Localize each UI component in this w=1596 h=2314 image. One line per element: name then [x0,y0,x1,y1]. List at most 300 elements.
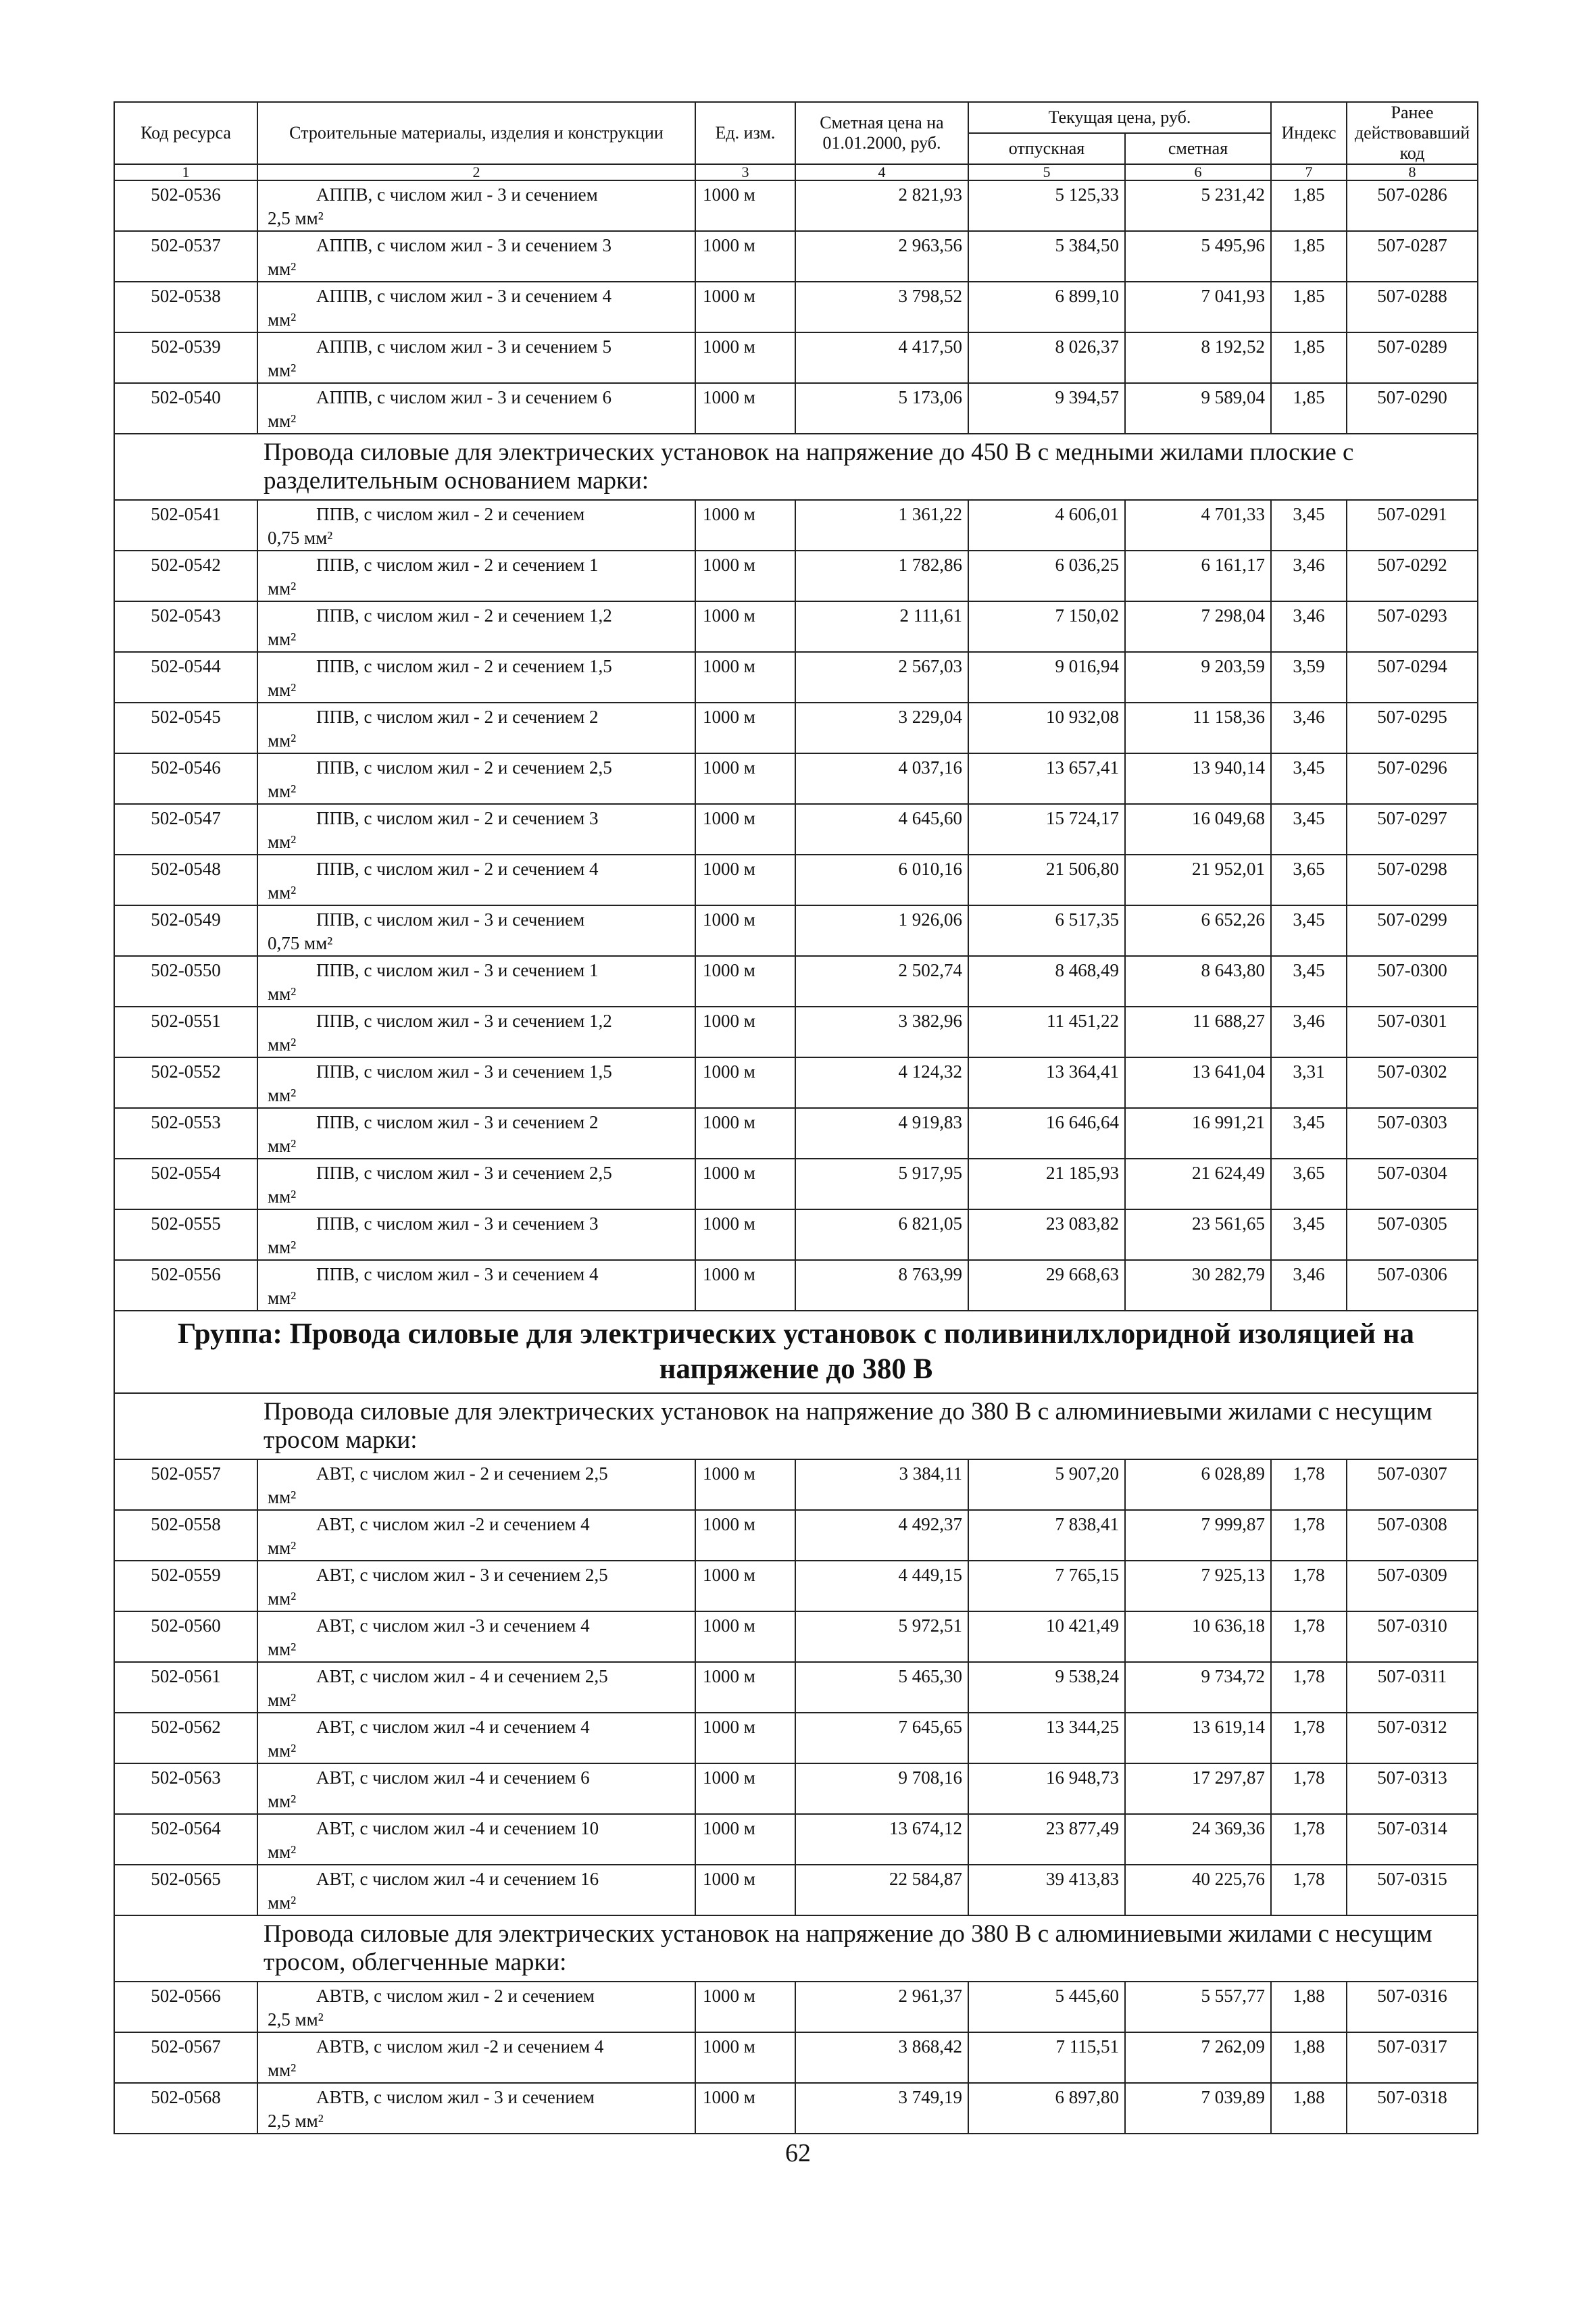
estimate-price: 5 231,42 [1125,180,1271,231]
unit-of-measure: 1000 м [695,332,795,383]
resource-code: 502-0541 [114,500,257,551]
estimate-price: 5 495,96 [1125,231,1271,282]
previous-code: 507-0311 [1347,1662,1478,1713]
resource-code: 502-0546 [114,753,257,804]
resource-code: 502-0556 [114,1260,257,1311]
price-index: 1,78 [1271,1713,1347,1763]
previous-code: 507-0306 [1347,1260,1478,1311]
price-index: 1,85 [1271,332,1347,383]
price-index: 3,46 [1271,551,1347,601]
base-price: 4 037,16 [795,753,968,804]
price-index: 3,45 [1271,956,1347,1007]
unit-of-measure: 1000 м [695,652,795,703]
material-name-line: АВТ, с числом жил -4 и сечением 10 [316,1818,599,1838]
price-index: 1,85 [1271,180,1347,231]
table-row [114,1007,1478,1057]
base-price: 4 492,37 [795,1510,968,1561]
material-name-continuation: мм² [268,1085,297,1105]
subheading-row [114,434,1478,500]
base-price: 6 010,16 [795,855,968,905]
release-price: 7 115,51 [968,2032,1125,2083]
table-row [114,855,1478,905]
previous-code: 507-0315 [1347,1865,1478,1915]
material-name [257,1510,695,1561]
estimate-price: 8 192,52 [1125,332,1271,383]
previous-code: 507-0292 [1347,551,1478,601]
base-price: 5 917,95 [795,1159,968,1209]
previous-code: 507-0300 [1347,956,1478,1007]
base-price: 4 417,50 [795,332,968,383]
resource-code: 502-0557 [114,1459,257,1510]
unit-of-measure: 1000 м [695,1713,795,1763]
material-name-continuation: мм² [268,1842,297,1862]
table-row [114,180,1478,231]
material-name-line: ППВ, с числом жил - 3 и сечением 1 [316,960,599,980]
previous-code: 507-0318 [1347,2083,1478,2134]
table-row [114,753,1478,804]
base-price: 9 708,16 [795,1763,968,1814]
resource-code: 502-0563 [114,1763,257,1814]
material-name-continuation: мм² [268,1892,297,1913]
unit-of-measure: 1000 м [695,703,795,753]
release-price: 9 538,24 [968,1662,1125,1713]
price-index: 3,45 [1271,500,1347,551]
material-name-continuation: мм² [268,309,297,330]
estimate-price: 7 925,13 [1125,1561,1271,1611]
material-name-line: ППВ, с числом жил - 2 и сечением 1,5 [316,656,612,676]
base-price: 5 173,06 [795,383,968,434]
unit-of-measure: 1000 м [695,1057,795,1108]
material-name [257,1057,695,1108]
material-name-continuation: мм² [268,1639,297,1659]
material-name-line: ППВ, с числом жил - 3 и сечением [316,909,585,930]
previous-code: 507-0314 [1347,1814,1478,1865]
release-price: 13 657,41 [968,753,1125,804]
unit-of-measure: 1000 м [695,1007,795,1057]
price-index: 3,45 [1271,1209,1347,1260]
resource-code: 502-0550 [114,956,257,1007]
material-name-line: АВТ, с числом жил -2 и сечением 4 [316,1514,590,1534]
group-heading: Группа: Провода силовые для электрических установок с поливинилхлоридной изоляцией на напряжение до 380 В [114,1311,1478,1393]
material-name [257,180,695,231]
material-name [257,282,695,332]
previous-code: 507-0295 [1347,703,1478,753]
material-name [257,1763,695,1814]
estimate-price: 11 688,27 [1125,1007,1271,1057]
release-price: 9 394,57 [968,383,1125,434]
material-name [257,332,695,383]
previous-code: 507-0313 [1347,1763,1478,1814]
resource-code: 502-0552 [114,1057,257,1108]
unit-of-measure: 1000 м [695,2032,795,2083]
material-name-line: АВТ, с числом жил - 3 и сечением 2,5 [316,1565,608,1585]
price-index: 3,45 [1271,804,1347,855]
unit-of-measure: 1000 м [695,2083,795,2134]
material-name [257,231,695,282]
material-name-continuation: 2,5 мм² [268,2009,324,2030]
unit-of-measure: 1000 м [695,905,795,956]
price-index: 1,88 [1271,2032,1347,2083]
release-price: 10 421,49 [968,1611,1125,1662]
previous-code: 507-0289 [1347,332,1478,383]
table-row [114,1459,1478,1510]
resource-code: 502-0549 [114,905,257,956]
section-subheading: Провода силовые для электрических установок на напряжение до 380 В с алюминиевыми жилами с несущим тросом марки: [114,1393,1478,1459]
col-header-current-price: Текущая цена, руб. [968,102,1271,133]
base-price: 2 961,37 [795,1982,968,2032]
resource-code: 502-0544 [114,652,257,703]
unit-of-measure: 1000 м [695,753,795,804]
material-name [257,804,695,855]
previous-code: 507-0317 [1347,2032,1478,2083]
estimate-price: 11 158,36 [1125,703,1271,753]
material-name [257,1982,695,2032]
estimate-price: 9 589,04 [1125,383,1271,434]
price-index: 3,45 [1271,753,1347,804]
material-name-line: АВТ, с числом жил -3 и сечением 4 [316,1615,590,1636]
base-price: 1 361,22 [795,500,968,551]
table-row [114,1982,1478,2032]
price-index: 3,46 [1271,703,1347,753]
table-row [114,1510,1478,1561]
header-row-top [114,102,1478,133]
unit-of-measure: 1000 м [695,1510,795,1561]
release-price: 4 606,01 [968,500,1125,551]
material-name [257,905,695,956]
table-row [114,1713,1478,1763]
previous-code: 507-0299 [1347,905,1478,956]
resource-code: 502-0566 [114,1982,257,2032]
material-name-line: ППВ, с числом жил - 2 и сечением 2 [316,707,599,727]
release-price: 8 026,37 [968,332,1125,383]
release-price: 16 948,73 [968,1763,1125,1814]
table-row [114,652,1478,703]
previous-code: 507-0293 [1347,601,1478,652]
previous-code: 507-0309 [1347,1561,1478,1611]
material-name-continuation: мм² [268,882,297,903]
material-name-line: АВТ, с числом жил - 2 и сечением 2,5 [316,1463,608,1484]
material-name-line: АВТ, с числом жил -4 и сечением 6 [316,1767,590,1788]
release-price: 23 877,49 [968,1814,1125,1865]
release-price: 5 907,20 [968,1459,1125,1510]
material-name-line: АППВ, с числом жил - 3 и сечением 6 [316,387,612,407]
subheading-row [114,1915,1478,1982]
column-number: 8 [1347,164,1478,180]
material-name-line: АППВ, с числом жил - 3 и сечением [316,184,598,205]
table-row [114,601,1478,652]
previous-code: 507-0288 [1347,282,1478,332]
previous-code: 507-0290 [1347,383,1478,434]
material-name [257,1662,695,1713]
release-price: 6 036,25 [968,551,1125,601]
material-name-line: ППВ, с числом жил - 3 и сечением 1,2 [316,1011,612,1031]
material-name-continuation: мм² [268,1186,297,1207]
price-index: 1,78 [1271,1763,1347,1814]
material-name [257,551,695,601]
previous-code: 507-0301 [1347,1007,1478,1057]
material-name-line: ППВ, с числом жил - 3 и сечением 1,5 [316,1061,612,1082]
material-name-line: ППВ, с числом жил - 2 и сечением 1 [316,555,599,575]
unit-of-measure: 1000 м [695,804,795,855]
table-row [114,956,1478,1007]
unit-of-measure: 1000 м [695,1209,795,1260]
material-name-continuation: мм² [268,578,297,599]
material-name-continuation: мм² [268,1288,297,1308]
material-name [257,2032,695,2083]
material-name [257,703,695,753]
resource-code: 502-0536 [114,180,257,231]
base-price: 8 763,99 [795,1260,968,1311]
material-name [257,1159,695,1209]
table-row [114,1662,1478,1713]
estimate-price: 23 561,65 [1125,1209,1271,1260]
material-name-continuation: мм² [268,1034,297,1055]
price-index: 1,85 [1271,231,1347,282]
base-price: 2 963,56 [795,231,968,282]
price-index: 3,46 [1271,1007,1347,1057]
unit-of-measure: 1000 м [695,500,795,551]
unit-of-measure: 1000 м [695,1814,795,1865]
previous-code: 507-0302 [1347,1057,1478,1108]
price-table [114,101,1478,2134]
estimate-price: 9 203,59 [1125,652,1271,703]
price-index: 1,78 [1271,1814,1347,1865]
material-name [257,1459,695,1510]
table-row [114,1260,1478,1311]
section-subheading: Провода силовые для электрических установок на напряжение до 380 В с алюминиевыми жилами с несущим тросом, облегченные марки: [114,1915,1478,1982]
base-price: 2 567,03 [795,652,968,703]
unit-of-measure: 1000 м [695,1159,795,1209]
base-price: 3 749,19 [795,2083,968,2134]
resource-code: 502-0542 [114,551,257,601]
material-name-line: ППВ, с числом жил - 3 и сечением 2,5 [316,1163,612,1183]
material-name-continuation: 0,75 мм² [268,528,333,548]
material-name-continuation: мм² [268,984,297,1004]
col-header-estimate-price: сметная [1125,133,1271,164]
table-row [114,1561,1478,1611]
material-name [257,2083,695,2134]
unit-of-measure: 1000 м [695,1662,795,1713]
table-row [114,231,1478,282]
table-body [114,180,1478,2134]
resource-code: 502-0553 [114,1108,257,1159]
material-name-continuation: мм² [268,781,297,801]
release-price: 23 083,82 [968,1209,1125,1260]
estimate-price: 7 039,89 [1125,2083,1271,2134]
estimate-price: 6 161,17 [1125,551,1271,601]
unit-of-measure: 1000 м [695,956,795,1007]
unit-of-measure: 1000 м [695,1982,795,2032]
base-price: 1 926,06 [795,905,968,956]
release-price: 13 344,25 [968,1713,1125,1763]
material-name-continuation: мм² [268,1487,297,1507]
estimate-price: 6 028,89 [1125,1459,1271,1510]
material-name [257,1108,695,1159]
material-name-line: АВТВ, с числом жил - 2 и сечением [316,1986,595,2006]
estimate-price: 7 041,93 [1125,282,1271,332]
price-table-sheet [114,101,1477,2134]
material-name-continuation: мм² [268,629,297,649]
estimate-price: 7 999,87 [1125,1510,1271,1561]
previous-code: 507-0305 [1347,1209,1478,1260]
column-number: 5 [968,164,1125,180]
material-name-continuation: мм² [268,1588,297,1609]
previous-code: 507-0316 [1347,1982,1478,2032]
release-price: 8 468,49 [968,956,1125,1007]
previous-code: 507-0291 [1347,500,1478,551]
material-name-continuation: мм² [268,360,297,380]
resource-code: 502-0561 [114,1662,257,1713]
material-name [257,1814,695,1865]
material-name-line: АВТВ, с числом жил - 3 и сечением [316,2087,595,2107]
column-number: 3 [695,164,795,180]
base-price: 2 821,93 [795,180,968,231]
price-index: 1,88 [1271,2083,1347,2134]
column-number: 4 [795,164,968,180]
price-index: 3,65 [1271,855,1347,905]
table-row [114,1814,1478,1865]
base-price: 4 449,15 [795,1561,968,1611]
resource-code: 502-0540 [114,383,257,434]
previous-code: 507-0287 [1347,231,1478,282]
release-price: 11 451,22 [968,1007,1125,1057]
col-header-unit: Ед. изм. [695,102,795,164]
previous-code: 507-0307 [1347,1459,1478,1510]
material-name-line: ППВ, с числом жил - 2 и сечением 3 [316,808,599,828]
resource-code: 502-0568 [114,2083,257,2134]
material-name-continuation: мм² [268,1538,297,1558]
material-name-continuation: мм² [268,1791,297,1811]
table-row [114,1611,1478,1662]
resource-code: 502-0537 [114,231,257,282]
price-index: 1,78 [1271,1865,1347,1915]
price-index: 1,78 [1271,1611,1347,1662]
estimate-price: 13 641,04 [1125,1057,1271,1108]
price-index: 1,78 [1271,1662,1347,1713]
col-header-base-price: Сметная цена на 01.01.2000, руб. [795,102,968,164]
table-row [114,551,1478,601]
price-index: 3,45 [1271,905,1347,956]
price-index: 1,78 [1271,1561,1347,1611]
material-name-continuation: 2,5 мм² [268,2111,324,2131]
unit-of-measure: 1000 м [695,231,795,282]
base-price: 4 919,83 [795,1108,968,1159]
release-price: 7 765,15 [968,1561,1125,1611]
price-index: 1,88 [1271,1982,1347,2032]
resource-code: 502-0560 [114,1611,257,1662]
estimate-price: 24 369,36 [1125,1814,1271,1865]
table-row [114,282,1478,332]
base-price: 3 229,04 [795,703,968,753]
price-index: 3,59 [1271,652,1347,703]
column-number: 6 [1125,164,1271,180]
table-row [114,383,1478,434]
col-header-index: Индекс [1271,102,1347,164]
price-index: 1,78 [1271,1510,1347,1561]
price-index: 1,85 [1271,383,1347,434]
table-row [114,804,1478,855]
estimate-price: 13 940,14 [1125,753,1271,804]
resource-code: 502-0543 [114,601,257,652]
base-price: 13 674,12 [795,1814,968,1865]
material-name [257,1209,695,1260]
table-row [114,332,1478,383]
material-name-continuation: мм² [268,1237,297,1257]
material-name-continuation: мм² [268,2060,297,2080]
material-name-line: ППВ, с числом жил - 2 и сечением 4 [316,859,599,879]
estimate-price: 21 624,49 [1125,1159,1271,1209]
material-name-continuation: мм² [268,1690,297,1710]
table-row [114,1209,1478,1260]
base-price: 4 124,32 [795,1057,968,1108]
release-price: 9 016,94 [968,652,1125,703]
material-name-continuation: мм² [268,411,297,431]
resource-code: 502-0547 [114,804,257,855]
material-name-line: ППВ, с числом жил - 2 и сечением 2,5 [316,757,612,778]
estimate-price: 16 049,68 [1125,804,1271,855]
table-row [114,2083,1478,2134]
resource-code: 502-0558 [114,1510,257,1561]
material-name-line: ППВ, с числом жил - 3 и сечением 2 [316,1112,599,1132]
material-name-line: АВТ, с числом жил -4 и сечением 4 [316,1717,590,1737]
material-name-line: ППВ, с числом жил - 2 и сечением 1,2 [316,605,612,626]
previous-code: 507-0294 [1347,652,1478,703]
table-row [114,2032,1478,2083]
col-header-name: Строительные материалы, изделия и конструкции [257,102,695,164]
material-name [257,652,695,703]
table-row [114,905,1478,956]
material-name-continuation: 2,5 мм² [268,208,324,228]
release-price: 6 897,80 [968,2083,1125,2134]
previous-code: 507-0312 [1347,1713,1478,1763]
material-name-line: ППВ, с числом жил - 2 и сечением [316,504,585,524]
column-number: 7 [1271,164,1347,180]
release-price: 6 899,10 [968,282,1125,332]
estimate-price: 30 282,79 [1125,1260,1271,1311]
base-price: 5 972,51 [795,1611,968,1662]
base-price: 3 382,96 [795,1007,968,1057]
unit-of-measure: 1000 м [695,1561,795,1611]
resource-code: 502-0545 [114,703,257,753]
price-index: 3,46 [1271,601,1347,652]
unit-of-measure: 1000 м [695,282,795,332]
material-name-line: ППВ, с числом жил - 3 и сечением 3 [316,1213,599,1234]
estimate-price: 7 262,09 [1125,2032,1271,2083]
material-name [257,1007,695,1057]
estimate-price: 13 619,14 [1125,1713,1271,1763]
base-price: 7 645,65 [795,1713,968,1763]
material-name-line: АВТ, с числом жил - 4 и сечением 2,5 [316,1666,608,1686]
material-name-continuation: мм² [268,1136,297,1156]
estimate-price: 16 991,21 [1125,1108,1271,1159]
base-price: 2 111,61 [795,601,968,652]
resource-code: 502-0548 [114,855,257,905]
material-name [257,1611,695,1662]
release-price: 39 413,83 [968,1865,1125,1915]
base-price: 4 645,60 [795,804,968,855]
material-name [257,1260,695,1311]
release-price: 5 125,33 [968,180,1125,231]
previous-code: 507-0303 [1347,1108,1478,1159]
resource-code: 502-0555 [114,1209,257,1260]
resource-code: 502-0564 [114,1814,257,1865]
unit-of-measure: 1000 м [695,180,795,231]
material-name-continuation: мм² [268,1740,297,1761]
base-price: 5 465,30 [795,1662,968,1713]
release-price: 7 150,02 [968,601,1125,652]
material-name-line: АППВ, с числом жил - 3 и сечением 4 [316,286,612,306]
estimate-price: 17 297,87 [1125,1763,1271,1814]
